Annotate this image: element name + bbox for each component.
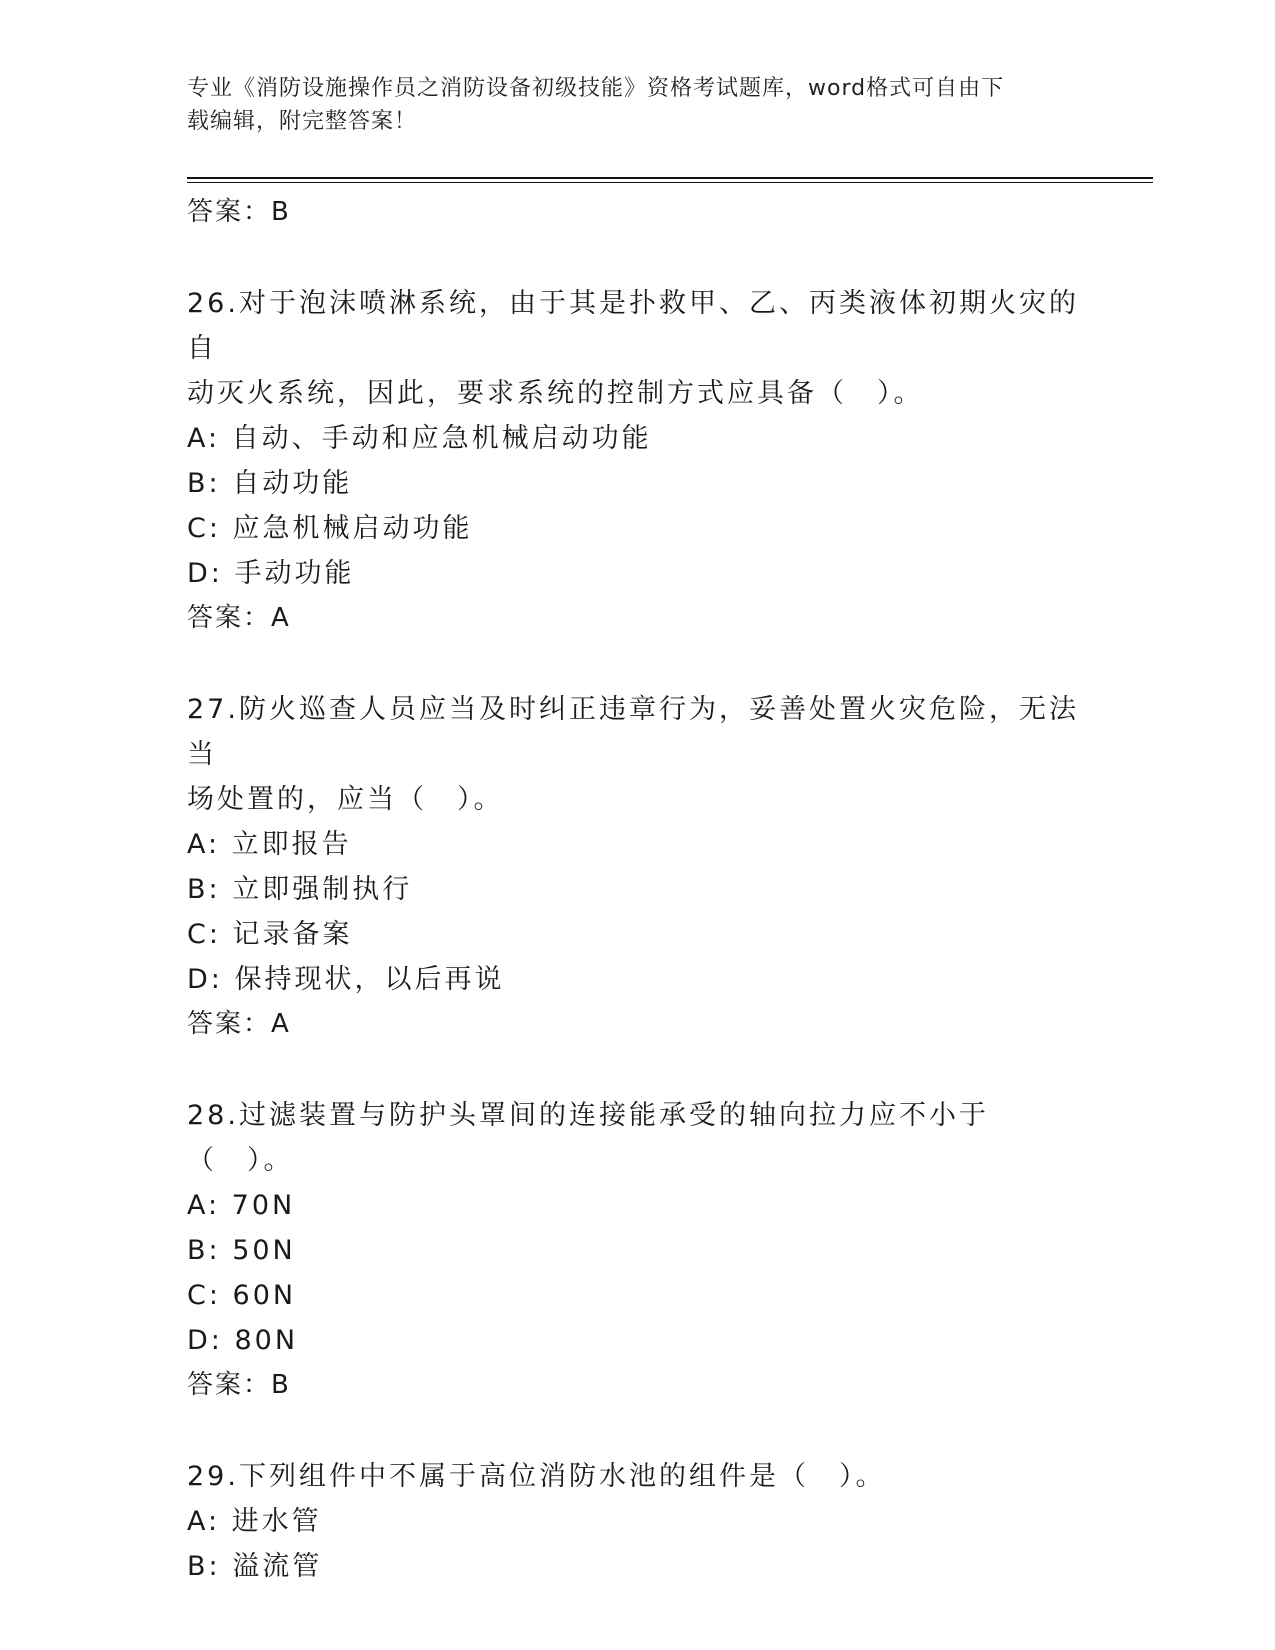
question-29-text: 29.下列组件中不属于高位消防水池的组件是（ ）。 <box>187 1461 886 1492</box>
option-d: D: 保持现状，以后再说 <box>187 964 505 995</box>
answer-27: 答案：A <box>187 1009 291 1039</box>
question-27-text: 27.防火巡查人员应当及时纠正违章行为，妥善处置火灾危险，无法当 场处置的，应当（ ）。 <box>187 694 1079 815</box>
option-a: A: 70N <box>187 1190 296 1221</box>
question-28 <box>187 1093 1087 1407</box>
document-header <box>187 72 1087 138</box>
option-b: B: 立即强制执行 <box>187 874 413 905</box>
option-b: B: 溢流管 <box>187 1551 323 1582</box>
answer-28: 答案：B <box>187 1370 291 1400</box>
option-c: C: 记录备案 <box>187 919 353 950</box>
option-b: B: 50N <box>187 1235 296 1266</box>
header-divider-thin <box>187 182 1153 183</box>
question-29 <box>187 1454 1087 1589</box>
option-a: A: 自动、手动和应急机械启动功能 <box>187 423 652 454</box>
question-26-text: 26.对于泡沫喷淋系统，由于其是扑救甲、乙、丙类液体初期火灾的自 动灭火系统，因此，要求系统的控制方式应具备（ ）。 <box>187 288 1079 409</box>
question-28-text: 28.过滤装置与防护头罩间的连接能承受的轴向拉力应不小于（ ）。 <box>187 1100 989 1176</box>
header-divider-thick <box>187 177 1153 179</box>
option-c: C: 应急机械启动功能 <box>187 513 473 544</box>
option-a: A: 立即报告 <box>187 829 352 860</box>
answer-26: 答案：A <box>187 603 291 633</box>
header-line-2: 载编辑，附完整答案！ <box>187 109 418 134</box>
option-c: C: 60N <box>187 1280 297 1311</box>
header-line-1: 专业《消防设施操作员之消防设备初级技能》资格考试题库，word格式可自由下 <box>187 76 1005 101</box>
option-d: D: 80N <box>187 1325 299 1356</box>
option-a: A: 进水管 <box>187 1506 322 1537</box>
question-27 <box>187 687 1087 1046</box>
answer-25: 答案：B <box>187 197 291 227</box>
option-d: D: 手动功能 <box>187 558 355 589</box>
option-b: B: 自动功能 <box>187 468 353 499</box>
question-list <box>187 190 1087 1589</box>
question-26 <box>187 281 1087 640</box>
